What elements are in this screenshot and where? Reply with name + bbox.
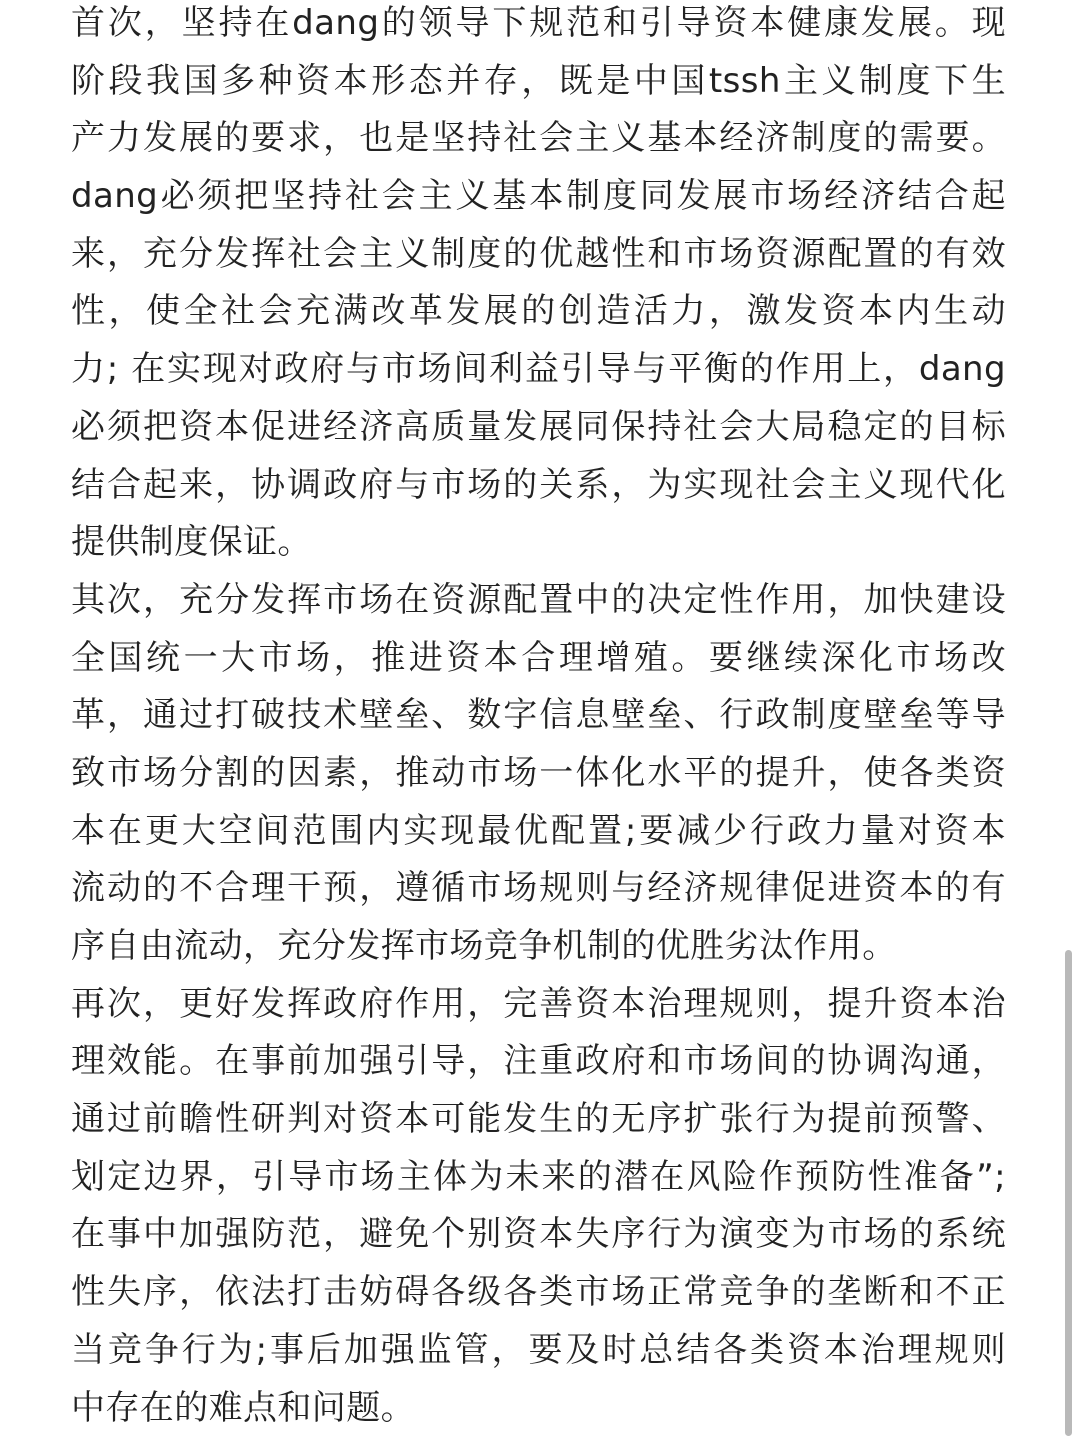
text-line: 其次，充分发挥市场在资源配置中的决定性作用，加快建设 xyxy=(71,579,1006,620)
text-line: 产力发展的要求，也是坚持社会主义基本经济制度的需要。 xyxy=(71,118,1006,159)
vertical-scrollbar[interactable] xyxy=(1065,950,1072,1436)
text-line: dang必须把坚持社会主义基本制度同发展市场经济结合起 xyxy=(71,176,1006,217)
text-line: 性，使全社会充满改革发展的创造活力，激发资本内生动 xyxy=(71,291,1006,332)
text-line: 理效能。在事前加强引导，注重政府和市场间的协调沟通， xyxy=(71,1041,1006,1082)
paragraph-leadership xyxy=(71,0,1006,572)
text-line: 在事中加强防范，避免个别资本失序行为演变为市场的系统 xyxy=(71,1214,1006,1255)
text-line: 必须把资本促进经济高质量发展同保持社会大局稳定的目标 xyxy=(71,406,1006,447)
text-line: 序自由流动，充分发挥市场竞争机制的优胜劣汰作用。 xyxy=(71,926,897,966)
text-line: 致市场分割的因素，推动市场一体化水平的提升，使各类资 xyxy=(71,752,1006,793)
text-line: 中存在的难点和问题。 xyxy=(71,1387,415,1428)
text-line: 结合起来，协调政府与市场的关系，为实现社会主义现代化 xyxy=(71,464,1006,505)
paragraph-market xyxy=(71,572,1006,976)
article-body xyxy=(71,0,1006,1437)
text-line: 来，充分发挥社会主义制度的优越性和市场资源配置的有效 xyxy=(71,233,1006,274)
text-line: 革，通过打破技术壁垒、数字信息壁垒、行政制度壁垒等导 xyxy=(71,695,1006,736)
text-line: 流动的不合理干预，遵循市场规则与经济规律促进资本的有 xyxy=(71,868,1006,909)
text-line: 划定边界，引导市场主体为未来的潜在风险作预防性准备”; xyxy=(71,1156,1006,1197)
text-line: 当竞争行为;事后加强监管，要及时总结各类资本治理规则 xyxy=(71,1329,1006,1370)
text-line: 首次，坚持在dang的领导下规范和引导资本健康发展。现 xyxy=(71,3,1006,43)
text-line: 本在更大空间范围内实现最优配置;要减少行政力量对资本 xyxy=(71,810,1006,851)
text-line: 力; 在实现对政府与市场间利益引导与平衡的作用上，dang xyxy=(71,349,1006,390)
text-line: 提供制度保证。 xyxy=(71,522,312,563)
paragraph-government xyxy=(71,976,1006,1438)
text-line: 全国统一大市场，推进资本合理增殖。要继续深化市场改 xyxy=(71,637,1006,678)
text-line: 性失序，依法打击妨碍各级各类市场正常竞争的垄断和不正 xyxy=(71,1272,1006,1313)
text-line: 再次，更好发挥政府作用，完善资本治理规则，提升资本治 xyxy=(71,983,1006,1024)
text-line: 阶段我国多种资本形态并存，既是中国tssh主义制度下生 xyxy=(71,60,1006,101)
text-line: 通过前瞻性研判对资本可能发生的无序扩张行为提前预警、 xyxy=(71,1099,1006,1140)
